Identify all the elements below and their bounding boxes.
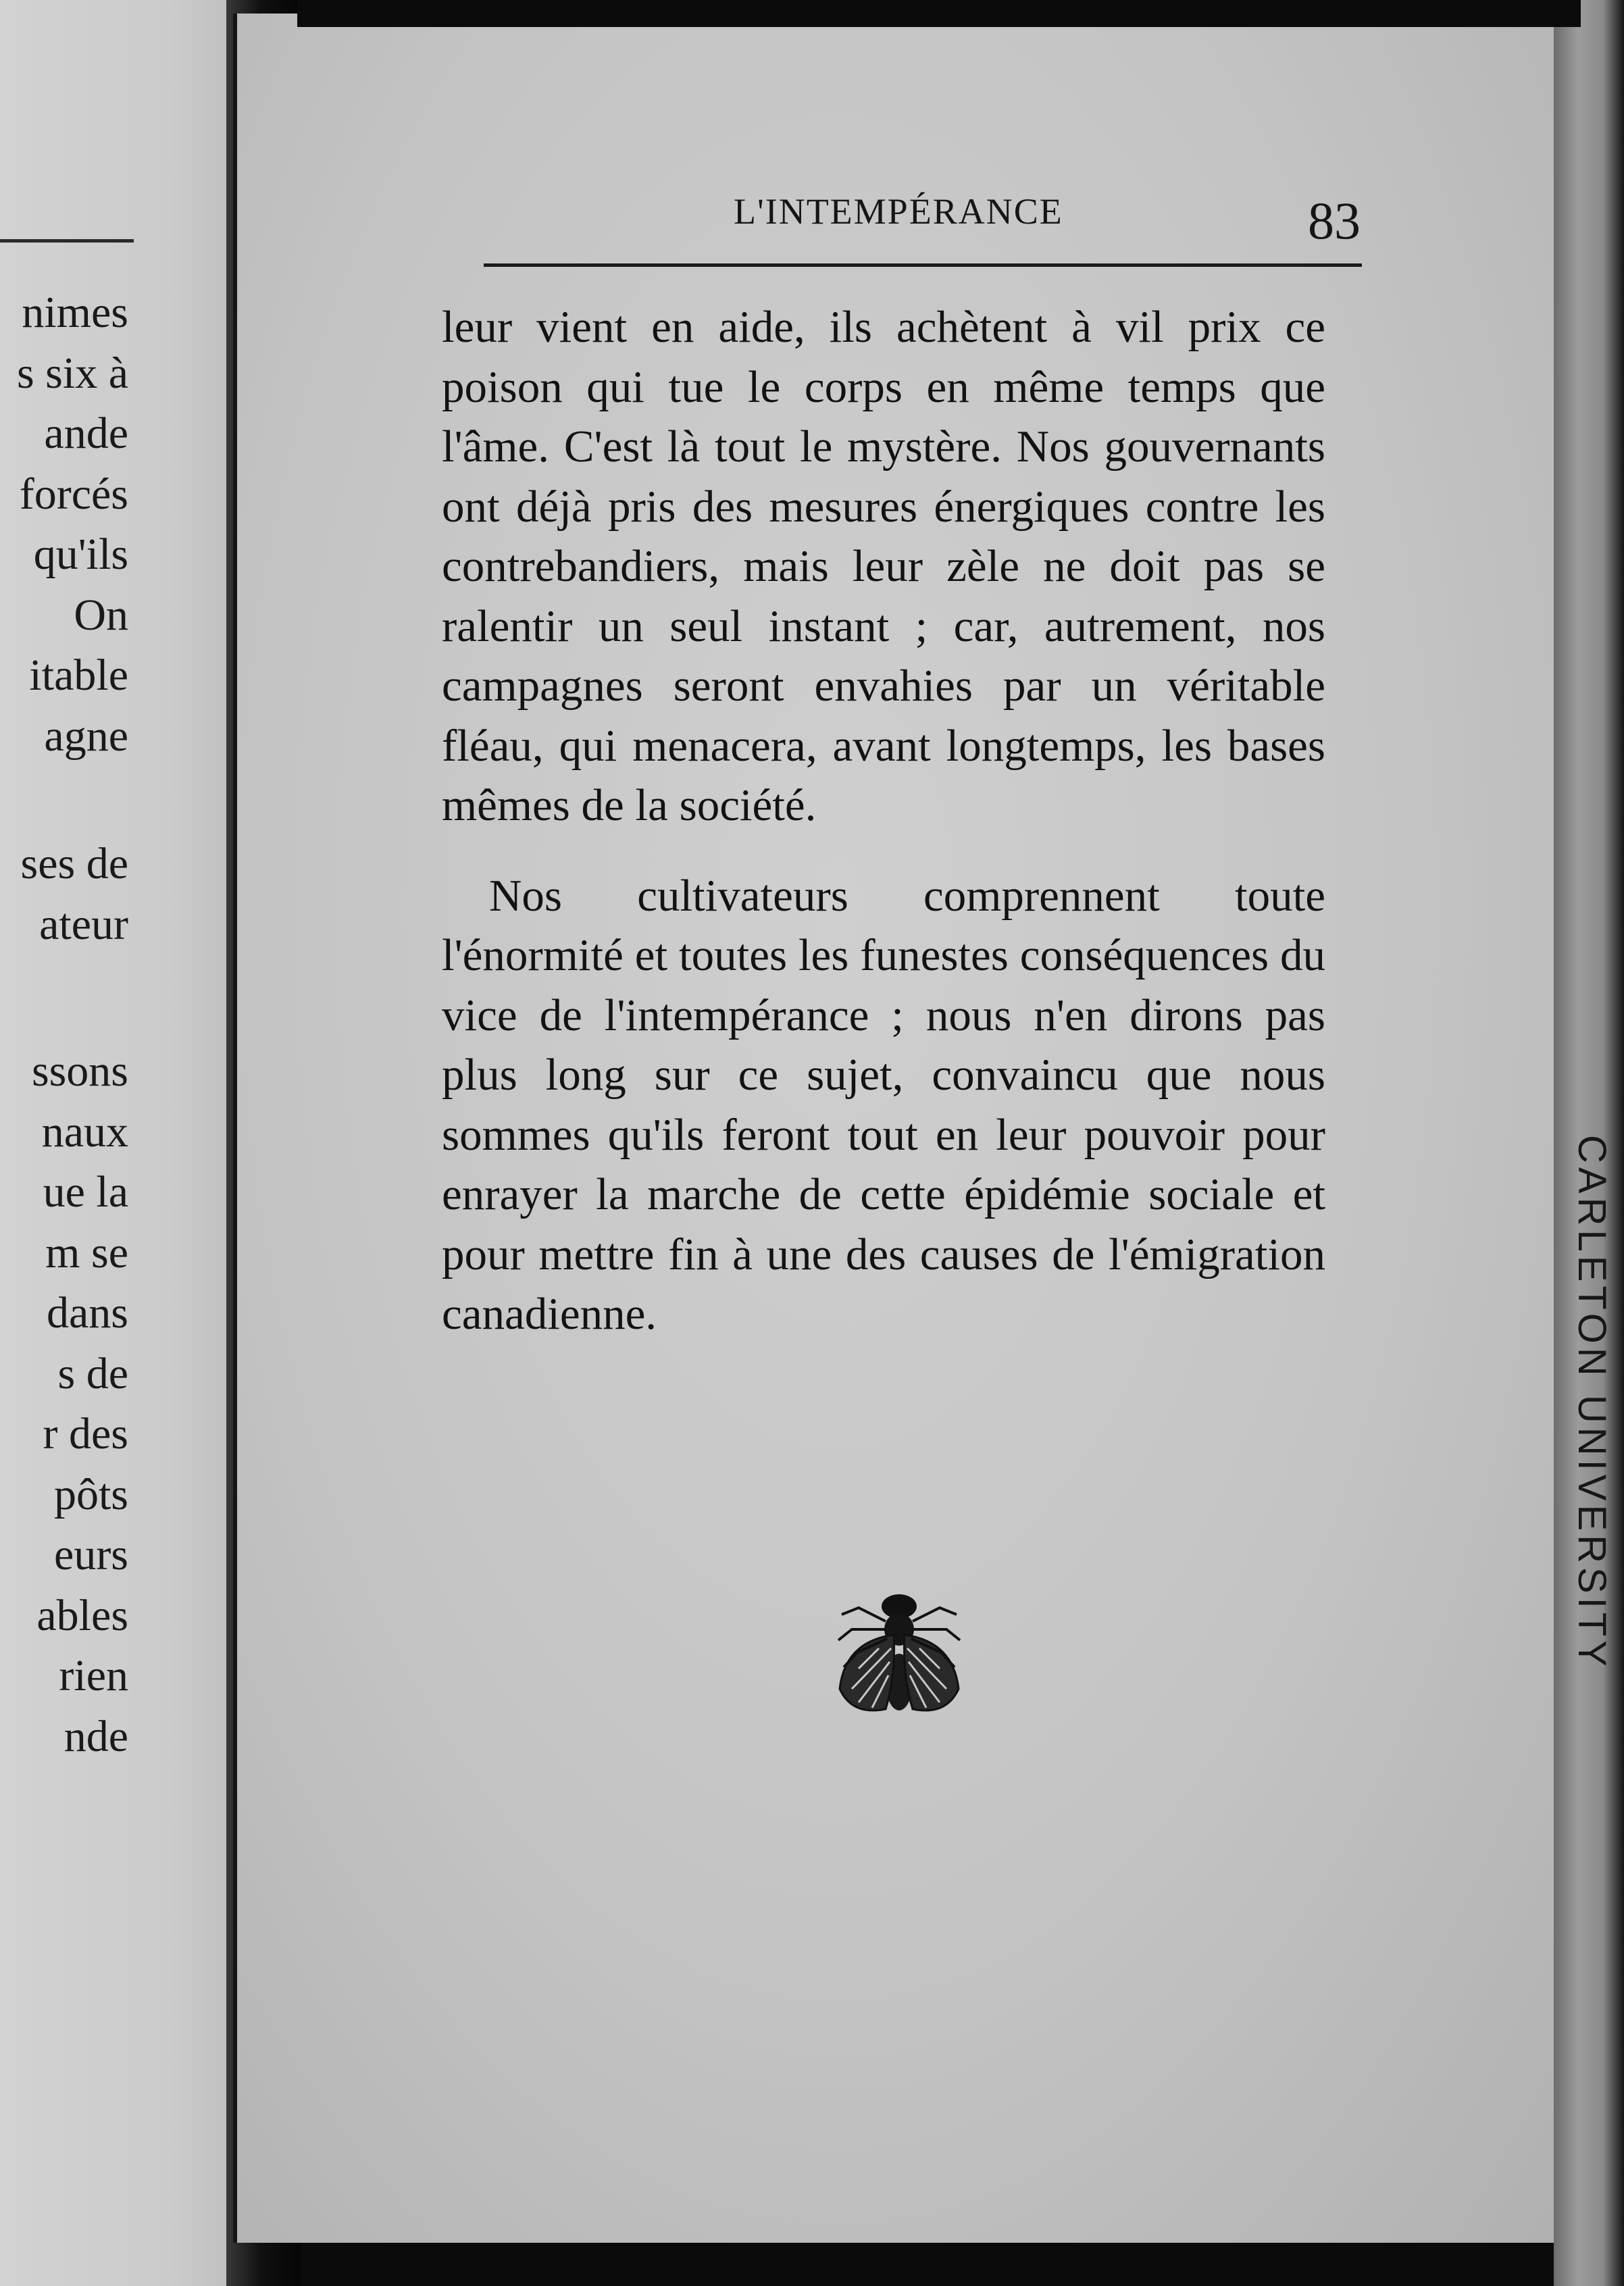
previous-page-line: ue la <box>43 1167 128 1217</box>
page-number: 83 <box>1308 191 1361 250</box>
previous-page-line: On <box>74 590 128 640</box>
body-text <box>442 297 1325 1344</box>
library-stamp: CARLETON UNIVERSITY <box>1570 1135 1614 1671</box>
previous-page-line: forcés <box>19 469 128 519</box>
previous-page-line: dans <box>47 1288 128 1338</box>
paragraph: Nos cultivateurs comprennent toute l'énormité et toutes les funestes conséquences du vice de l'intempérance ; nous n'en dirons pas plus long sur ce sujet, convaincu que nous sommes qu'ils feront tout en leur pouvoir pour enrayer la marche de cette épidémie sociale et pour mettre fin à une des causes de l'émigration canadienne. <box>442 870 1325 1339</box>
previous-page-line: itable <box>29 651 128 700</box>
previous-page-line: r des <box>43 1409 128 1458</box>
previous-page-line: pôts <box>53 1469 128 1519</box>
previous-page-line: ande <box>44 409 128 458</box>
paragraph: leur vient en aide, ils achètent à vil prix ce poison qui tue le corps en même temps que l'âme. C'est là tout le mystère. Nos gouvernants ont déjà pris des mesures énergiques contre les contrebandiers, mais leur zèle ne doit pas se ralentir un seul instant ; car, autrement, nos campagnes seront envahies par un véritable fléau, qui menacera, avant longtemps, les bases mêmes de la société. <box>442 302 1325 830</box>
previous-page-line: m se <box>45 1227 128 1277</box>
previous-page-line: s six à <box>17 348 128 398</box>
previous-page-text <box>17 282 128 1767</box>
top-border-shadow <box>297 0 1581 27</box>
page <box>233 14 1571 2243</box>
previous-page-line: qu'ils <box>33 530 128 579</box>
previous-page-line: ses de <box>20 839 128 888</box>
fly-ornament-icon <box>832 1587 967 1723</box>
previous-page-line: naux <box>41 1107 128 1157</box>
previous-page-line: eurs <box>54 1530 128 1579</box>
previous-page-line: agne <box>44 711 128 761</box>
header-rule <box>484 263 1362 267</box>
previous-page-line: ssons <box>31 1046 128 1096</box>
previous-page-line: ateur <box>39 899 128 949</box>
previous-page-rule <box>0 239 134 243</box>
previous-page-line: nde <box>64 1711 128 1761</box>
previous-page-line: rien <box>59 1651 128 1700</box>
previous-page-line: ables <box>36 1590 128 1640</box>
previous-page-line: nimes <box>22 288 128 337</box>
running-head: L'INTEMPÉRANCE <box>734 191 1063 232</box>
previous-page-line: s de <box>57 1348 128 1398</box>
